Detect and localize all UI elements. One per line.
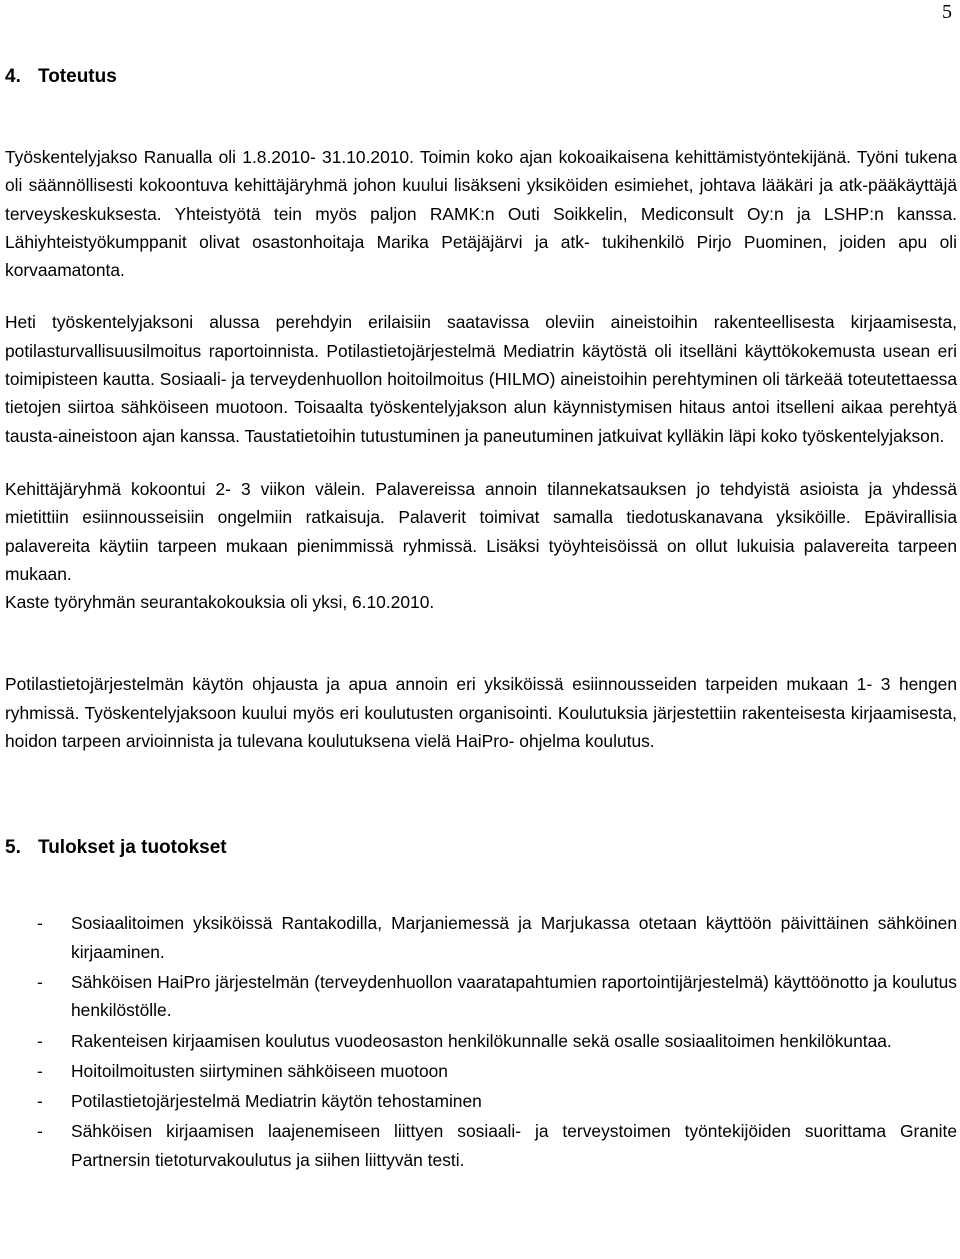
list-item: [5, 1027, 957, 1055]
list-item-text: Rakenteisen kirjaamisen koulutus vuodeosaston henkilökunnalle sekä osalle sosiaalitoimen henkilökuntaa.: [71, 1030, 892, 1051]
list-item: [5, 909, 957, 966]
list-item: [5, 1057, 957, 1085]
section-4-number: 4.: [5, 66, 21, 87]
list-item-text: Potilastietojärjestelmä Mediatrin käytön tehostaminen: [71, 1091, 482, 1112]
list-item-text: Hoitoilmoitusten siirtyminen sähköiseen muotoon: [71, 1060, 448, 1081]
section-5-heading: [5, 833, 957, 863]
list-bullet: -: [37, 913, 43, 934]
list-item: [5, 968, 957, 1025]
document-body: [5, 62, 957, 1176]
list-bullet: -: [37, 1030, 43, 1051]
list-item-text: Sosiaalitoimen yksiköissä Rantakodilla, Marjaniemessä ja Marjukassa otetaan käyttöön päivittäinen sähköinen kirjaaminen.: [71, 913, 957, 962]
section-4-title: Toteutus: [38, 66, 117, 87]
page-number: 5: [942, 1, 952, 23]
section-5-title: Tulokset ja tuotokset: [38, 837, 227, 859]
paragraph-kaste-meeting: Kaste työryhmän seurantakokouksia oli yksi, 6.10.2010.: [5, 592, 435, 613]
list-bullet: -: [37, 1121, 43, 1142]
list-bullet: -: [37, 1091, 43, 1112]
section-5-number: 5.: [5, 837, 21, 859]
list-bullet: -: [37, 971, 43, 992]
paragraph-development-group: Kehittäjäryhmä kokoontui 2- 3 viikon välein. Palavereissa annoin tilannekatsauksen jo tehdyistä asioista ja yhdessä mietittiin esiinnousseisiin ongelmiin ratkaisuja. Palaverit toimivat samalla tiedotuskanavana yksiköille. Epävirallisia palavereita käytiin tarpeen mukaan pienimmissä ryhmissä. Lisäksi työyhteisöissä on ollut lukuisia palavereita tarpeen mukaan.: [5, 478, 957, 584]
paragraph-work-period: Työskentelyjakso Ranualla oli 1.8.2010- 31.10.2010. Toimin koko ajan kokoaikaisena kehittämistyöntekijänä. Työni tukena oli säännöllisesti kokoontuva kehittäjäryhmä johon kuului lisäkseni yksiköiden esimiehet, johtava lääkäri ja atk-pääkäyttäjä terveyskeskuksesta. Yhteistyötä tein myös paljon RAMK:n Outi Soikkelin, Mediconsult Oy:n ja LSHP:n kanssa. Lähiyhteistyökumppanit olivat osastonhoitaja Marika Petäjäjärvi ja atk- tukihenkilö Pirjo Puominen, joiden apu oli korvaamatonta.: [5, 147, 957, 281]
list-item-text: Sähköisen kirjaamisen laajenemiseen liittyen sosiaali- ja terveystoimen työntekijöiden suorittama Granite Partnersin tietoturvakoulutus ja siihen liittyvän testi.: [71, 1121, 957, 1170]
list-item: [5, 1117, 957, 1174]
paragraph-orientation: Heti työskentelyjaksoni alussa perehdyin erilaisiin saatavissa oleviin aineistoihin rakenteellisesta kirjaamisesta, potilasturvallisuusilmoitus raportoinnista. Potilastietojärjestelmä Mediatrin käytöstä oli itselläni käyttökokemusta usean eri toimipisteen kautta. Sosiaali- ja terveydenhuollon hoitoilmoitus (HILMO) aineistoihin perehtyminen oli tärkeää toteutettaessa tietojen siirtoa sähköiseen muotoon. Toisaalta työskentelyjakson alun käynnistymisen hitaus antoi itselleni aikaa perehtyä tausta-aineistoon ajan kanssa. Taustatietoihin tutustuminen ja paneutuminen jatkuivat kylläkin läpi koko työskentelyjakson.: [5, 312, 957, 446]
list-item-text: Sähköisen HaiPro järjestelmän (terveydenhuollon vaaratapahtumien raportointijärjestelmä) käyttöönotto ja koulutus henkilöstölle.: [71, 971, 957, 1021]
list-bullet: -: [37, 1060, 43, 1081]
list-item: [5, 1087, 957, 1115]
section-4-heading: [5, 62, 957, 92]
paragraph-training: Potilastietojärjestelmän käytön ohjausta ja apua annoin eri yksiköissä esiinnousseiden tarpeiden mukaan 1- 3 hengen ryhmissä. Työskentelyjaksoon kuului myös eri koulutusten organisointi. Koulutuksia järjestettiin rakenteisesta kirjaamisesta, hoidon tarpeen arvioinnista ja tulevana koulutuksena vielä HaiPro- ohjelma koulutus.: [5, 674, 957, 752]
results-list: [5, 909, 957, 1174]
